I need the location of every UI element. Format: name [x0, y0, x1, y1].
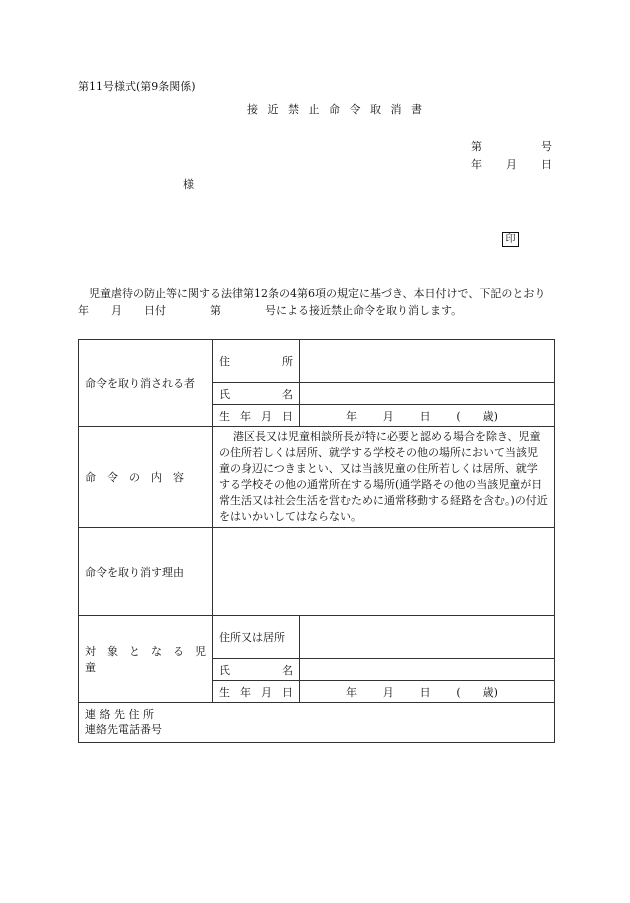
contact-phone-label: 連絡先電話番号	[85, 723, 162, 736]
date-day: 日	[541, 158, 552, 171]
child-dob-field[interactable]	[300, 681, 555, 703]
reason-field[interactable]	[213, 528, 555, 616]
form-table	[78, 339, 555, 743]
content-text: 港区長又は児童相談所長が特に必要と認める場合を除き、児童の住所若しくは居所、就学する学校その他の場所において当該児童の身辺につきまとい、又は当該児童の住所若しくは居所、就学する学校その他の通常所在する場所(通学路その他の当該児童が日常生活又は社会生活を営むために通常移動する経路を含む。)の付近をはいかいしてはならない。	[213, 427, 555, 528]
dob-year: 年	[346, 409, 357, 423]
dob-month: 月	[382, 409, 394, 423]
child-name-label: 氏 名	[213, 659, 300, 681]
contact-address-label: 連 絡 先 住 所	[85, 708, 154, 721]
section-child-label: 対 象 と な る 児 童	[79, 616, 213, 703]
seal-mark: 印	[502, 232, 519, 247]
section-reason-label: 命令を取り消す理由	[79, 528, 213, 616]
dob-field[interactable]	[300, 405, 555, 427]
child-dob-year: 年	[346, 685, 357, 699]
dob-age: ( 歳)	[456, 409, 498, 423]
number-prefix: 第	[471, 140, 482, 153]
addressee-suffix: 様	[183, 178, 194, 191]
dob-day: 日	[419, 409, 431, 423]
child-address-field[interactable]	[300, 616, 555, 659]
child-dob-label: 生 年 月 日	[213, 681, 300, 703]
name-field[interactable]	[300, 383, 555, 405]
name-label: 氏 名	[213, 383, 300, 405]
contact-cell[interactable]	[79, 703, 555, 743]
number-suffix: 号	[541, 140, 552, 153]
section-person-label: 命令を取り消される者	[79, 340, 213, 427]
child-dob-day: 日	[419, 685, 431, 699]
document-title: 接 近 禁 止 命 令 取 消 書	[247, 103, 425, 116]
child-dob-age: ( 歳)	[456, 685, 498, 699]
child-name-field[interactable]	[300, 659, 555, 681]
date-year: 年	[471, 158, 482, 171]
child-dob-month: 月	[382, 685, 394, 699]
address-label: 住 所	[213, 340, 300, 383]
date-month: 月	[506, 158, 517, 171]
body-paragraph: 児童虐待の防止等に関する法律第12条の4第6項の規定に基づき、本日付けで、下記のとおり 年 月 日付 第 号による接近禁止命令を取り消します。	[78, 287, 579, 317]
child-address-label: 住所又は居所	[213, 616, 300, 659]
section-content-label: 命 令 の 内 容	[79, 427, 213, 528]
form-number: 第11号様式(第9条関係)	[78, 80, 196, 93]
address-field[interactable]	[300, 340, 555, 383]
dob-label: 生 年 月 日	[213, 405, 300, 427]
